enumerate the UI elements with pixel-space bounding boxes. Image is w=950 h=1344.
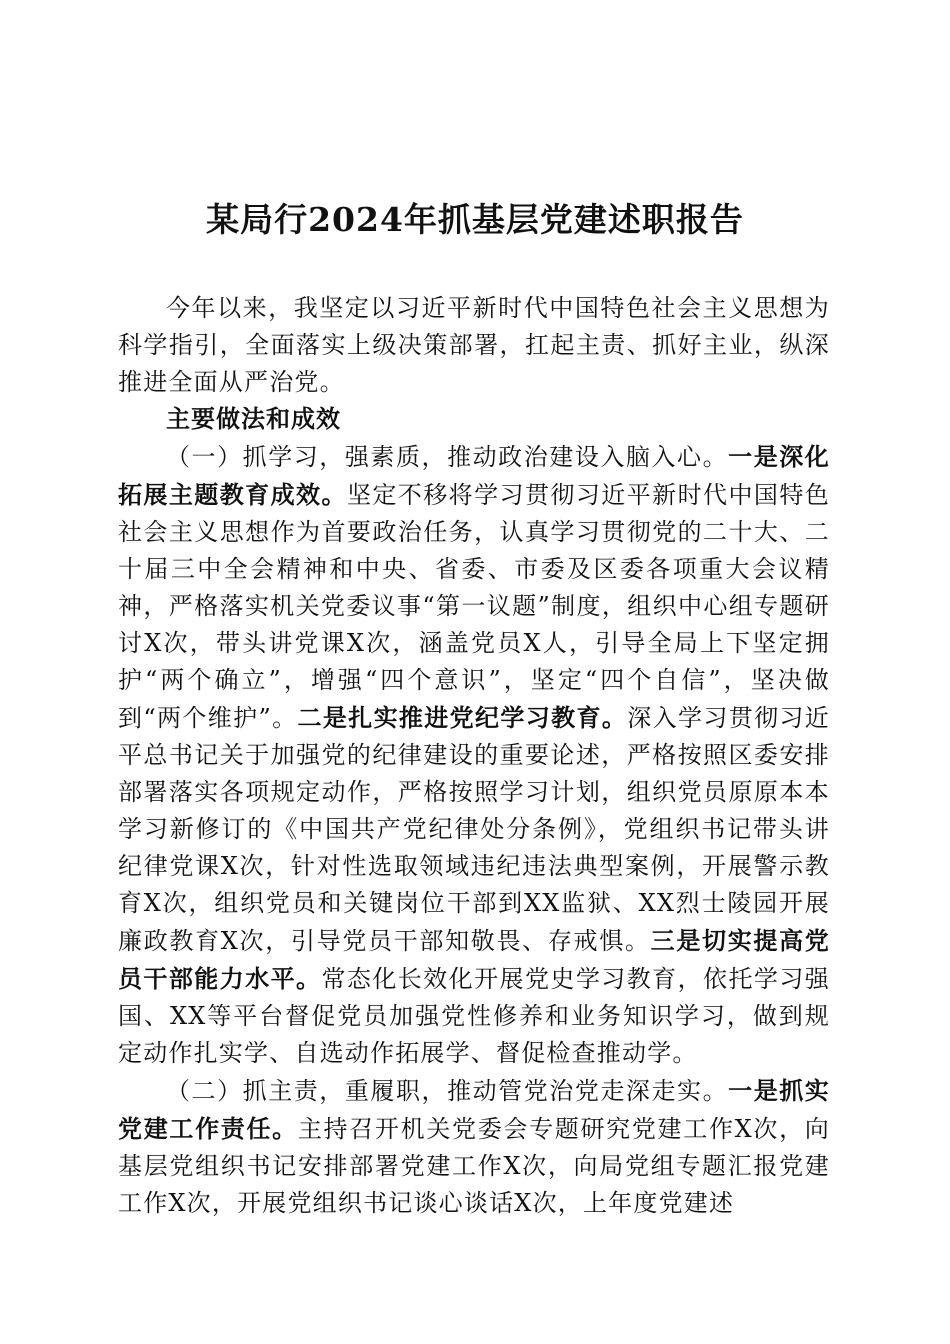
intro-paragraph: 今年以来，我坚定以习近平新时代中国特色社会主义思想为科学指引，全面落实上级决策部署，扛起主责、抓好主业，纵深推进全面从严治党。 [118,294,830,396]
part1-point1-text: 坚定不移将学习贯彻习近平新时代中国特色社会主义思想作为首要政治任务，认真学习贯彻党的二十大、二十届三中全会精神和中央、省委、市委及区委各项重大会议精神，严格落实机关党委议事“第一议题”制度，组织中心组专题研讨X次，带头讲党课X次，涵盖党员X人，引导全局上下坚定拥护“两个确立”，增强“四个意识”，坚定“四个自信”，坚决做到“两个维护”。 [118,481,830,732]
part1-lead: （一）抓学习，强素质，推动政治建设入脑入心。 [166,443,729,471]
part1-point3-text: 常态化长效化开展党史学习教育，依托学习强国、XX等平台督促党员加强党性修养和业务知识学习，做到规定动作扎实学、自选动作拓展学、督促检查推动学。 [118,965,830,1067]
document-title: 某局行2024年抓基层党建述职报告 [206,200,744,239]
part2-paragraph [118,1072,830,1222]
document-body [118,290,830,1222]
part1-point1-title: 一是深化拓展主题教育成效。 [118,442,830,509]
part1-paragraph [118,438,830,1072]
part1-point2-text: 深入学习贯彻习近平总书记关于加强党的纪律建设的重要论述，严格按照区委安排部署落实各项规定动作，严格按照学习计划，组织党员原原本本学习新修订的《中国共产党纪律处分条例》，党组织书记带头讲纪律党课X次，针对性选取领域违纪违法典型案例，开展警示教育X次，组织党员和关键岗位干部到XX监狱、XX烈士陵园开展廉政教育X次，引导党员干部知敬畏、存戒惧。 [118,704,830,955]
part2-lead: （二）抓主责，重履职，推动管党治党走深走实。 [166,1077,729,1105]
part2-point1-text: 主持召开机关党委会专题研究党建工作X次，向基层党组织书记安排部署党建工作X次，向局党组专题汇报党建工作X次，开展党组织书记谈心谈话X次，上年度党建述 [118,1115,830,1217]
part1-point2-title: 二是扎实推进党纪学习教育。 [297,703,628,732]
part1-point3-title: 三是切实提高党员干部能力水平。 [118,926,830,993]
part2-point1-title: 一是抓实党建工作责任。 [118,1076,830,1143]
section-heading: 主要做法和成效 [166,405,341,433]
